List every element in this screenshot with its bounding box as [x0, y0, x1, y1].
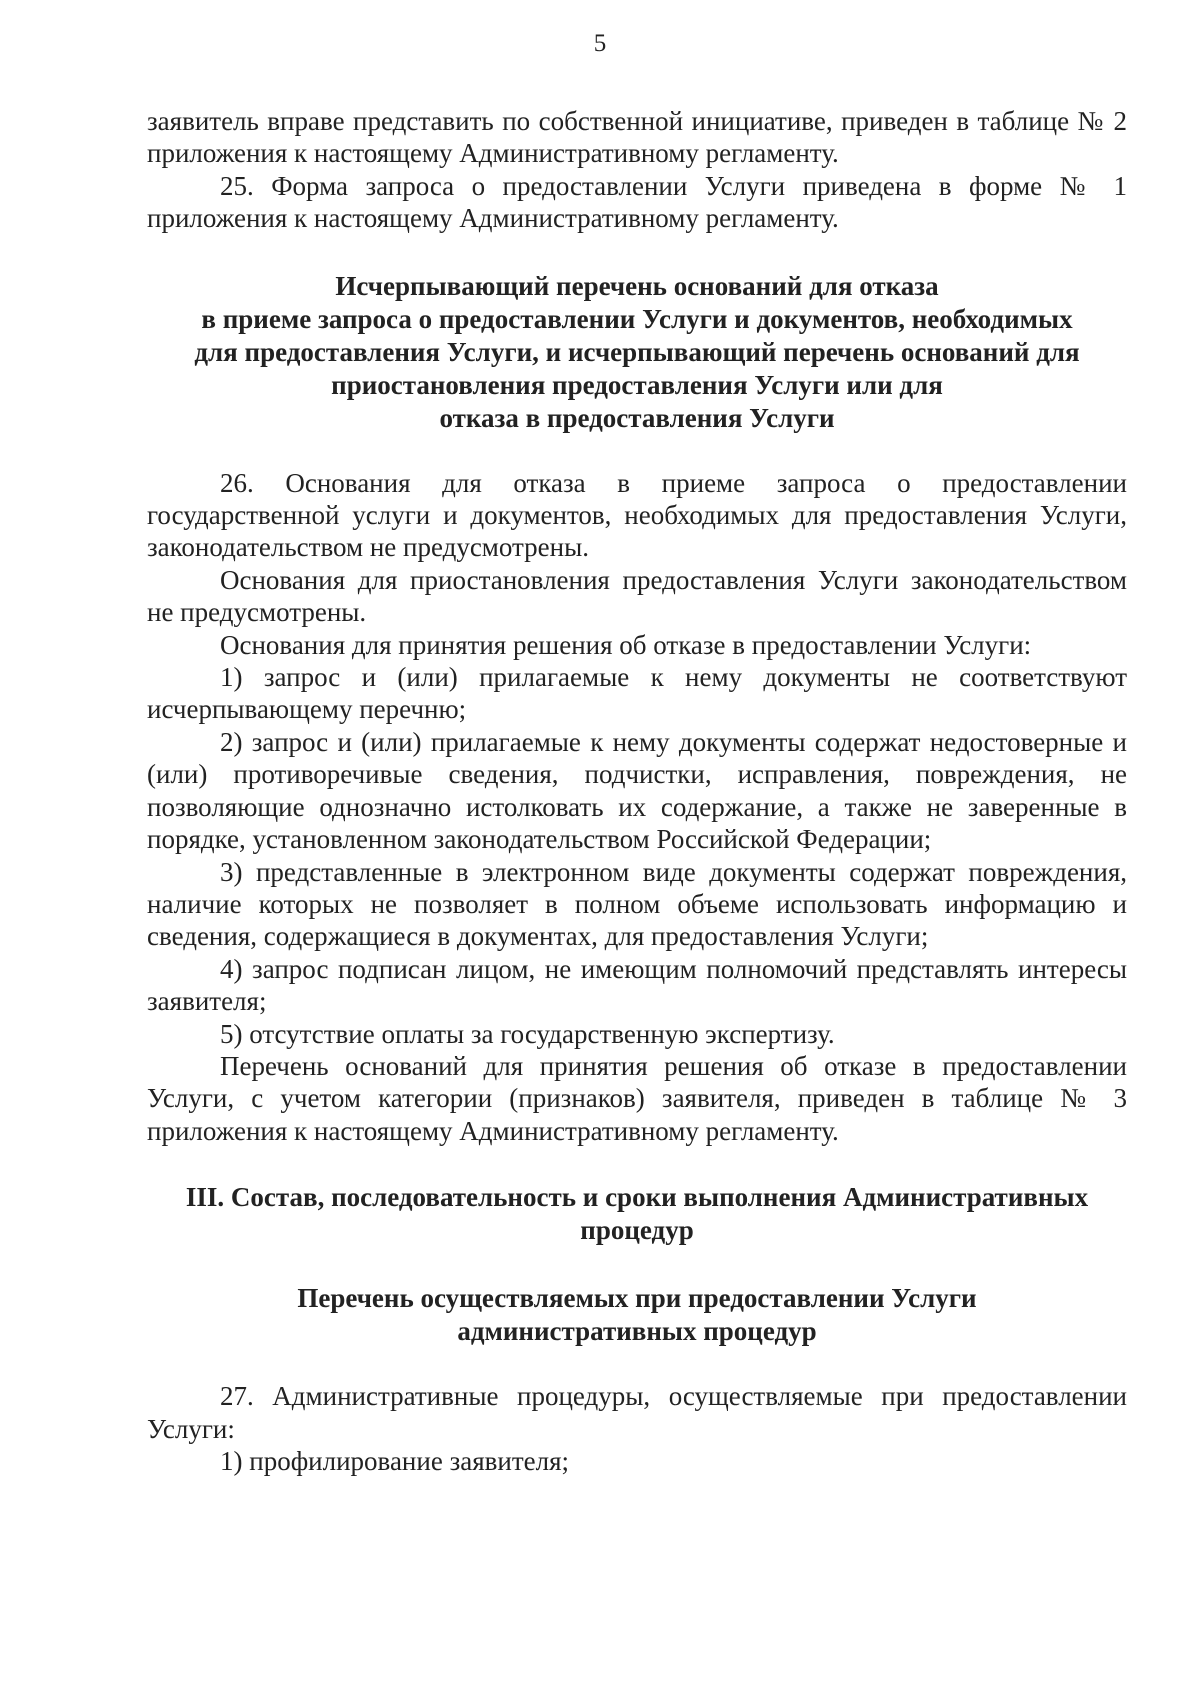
heading-line: для предоставления Услуги, и исчерпывающий перечень оснований для — [194, 336, 1080, 367]
paragraph-suspension-grounds: Основания для приостановления предоставления Услуги законодательством не предусмотрены. — [147, 564, 1127, 628]
heading-line: III. Состав, последовательность и сроки выполнения Административных — [185, 1182, 1089, 1213]
heading-line: приостановления предоставления Услуги или для — [331, 369, 943, 400]
heading-line: Перечень осуществляемых при предоставлении Услуги — [297, 1283, 977, 1314]
list-item: 4) запрос подписан лицом, не имеющим полномочий представлять интересы заявителя; — [147, 953, 1127, 1017]
section-3-title — [147, 1181, 1127, 1247]
paragraph-list-reference: Перечень оснований для принятия решения об отказе в предоставлении Услуги, с учетом категории (признаков) заявителя, приведен в таблице № 3 приложения к настоящему Административному регламенту. — [147, 1050, 1127, 1146]
list-item: 2) запрос и (или) прилагаемые к нему документы содержат недостоверные и (или) противоречивые сведения, подчистки, исправления, повреждения, не позволяющие однозначно истолковать их содержание, а также не заверенные в порядке, установленном законодательством Российской Федерации; — [147, 726, 1127, 855]
heading-procedures-list — [147, 1282, 1127, 1348]
heading-line: административных процедур — [457, 1316, 817, 1347]
paragraph-26: 26. Основания для отказа в приеме запроса о предоставлении государственной услуги и документов, необходимых для предоставления Услуги, законодательством не предусмотрены. — [147, 467, 1127, 563]
list-item: 1) запрос и (или) прилагаемые к нему документы не соответствуют исчерпывающему перечню; — [147, 662, 1127, 725]
heading-refusal-grounds — [147, 270, 1127, 435]
list-item: 3) представленные в электронном виде документы содержат повреждения, наличие которых не позволяет в полном объеме использовать информацию и сведения, содержащиеся в документах, для предоставления Услуги; — [147, 856, 1127, 952]
paragraph-27: 27. Административные процедуры, осуществляемые при предоставлении Услуги: — [147, 1381, 1127, 1444]
paragraph-25: 25. Форма запроса о предоставлении Услуги приведена в форме № 1 приложения к настоящему Административному регламенту. — [147, 170, 1127, 234]
paragraph-refusal-grounds: Основания для принятия решения об отказе в предоставлении Услуги: — [220, 629, 1032, 660]
heading-line: в приеме запроса о предоставлении Услуги и документов, необходимых — [201, 303, 1073, 334]
document-body — [147, 105, 1127, 1477]
heading-line: процедур — [580, 1215, 694, 1246]
list-item: 1) профилирование заявителя; — [220, 1445, 570, 1476]
heading-line: Исчерпывающий перечень оснований для отказа — [335, 270, 939, 301]
paragraph-intro-continuation: заявитель вправе представить по собственной инициативе, приведен в таблице № 2 приложения к настоящему Административному регламенту. — [147, 106, 1127, 169]
page-number: 5 — [593, 30, 607, 57]
list-item: 5) отсутствие оплаты за государственную экспертизу. — [220, 1018, 835, 1049]
heading-line: отказа в предоставления Услуги — [439, 402, 835, 433]
